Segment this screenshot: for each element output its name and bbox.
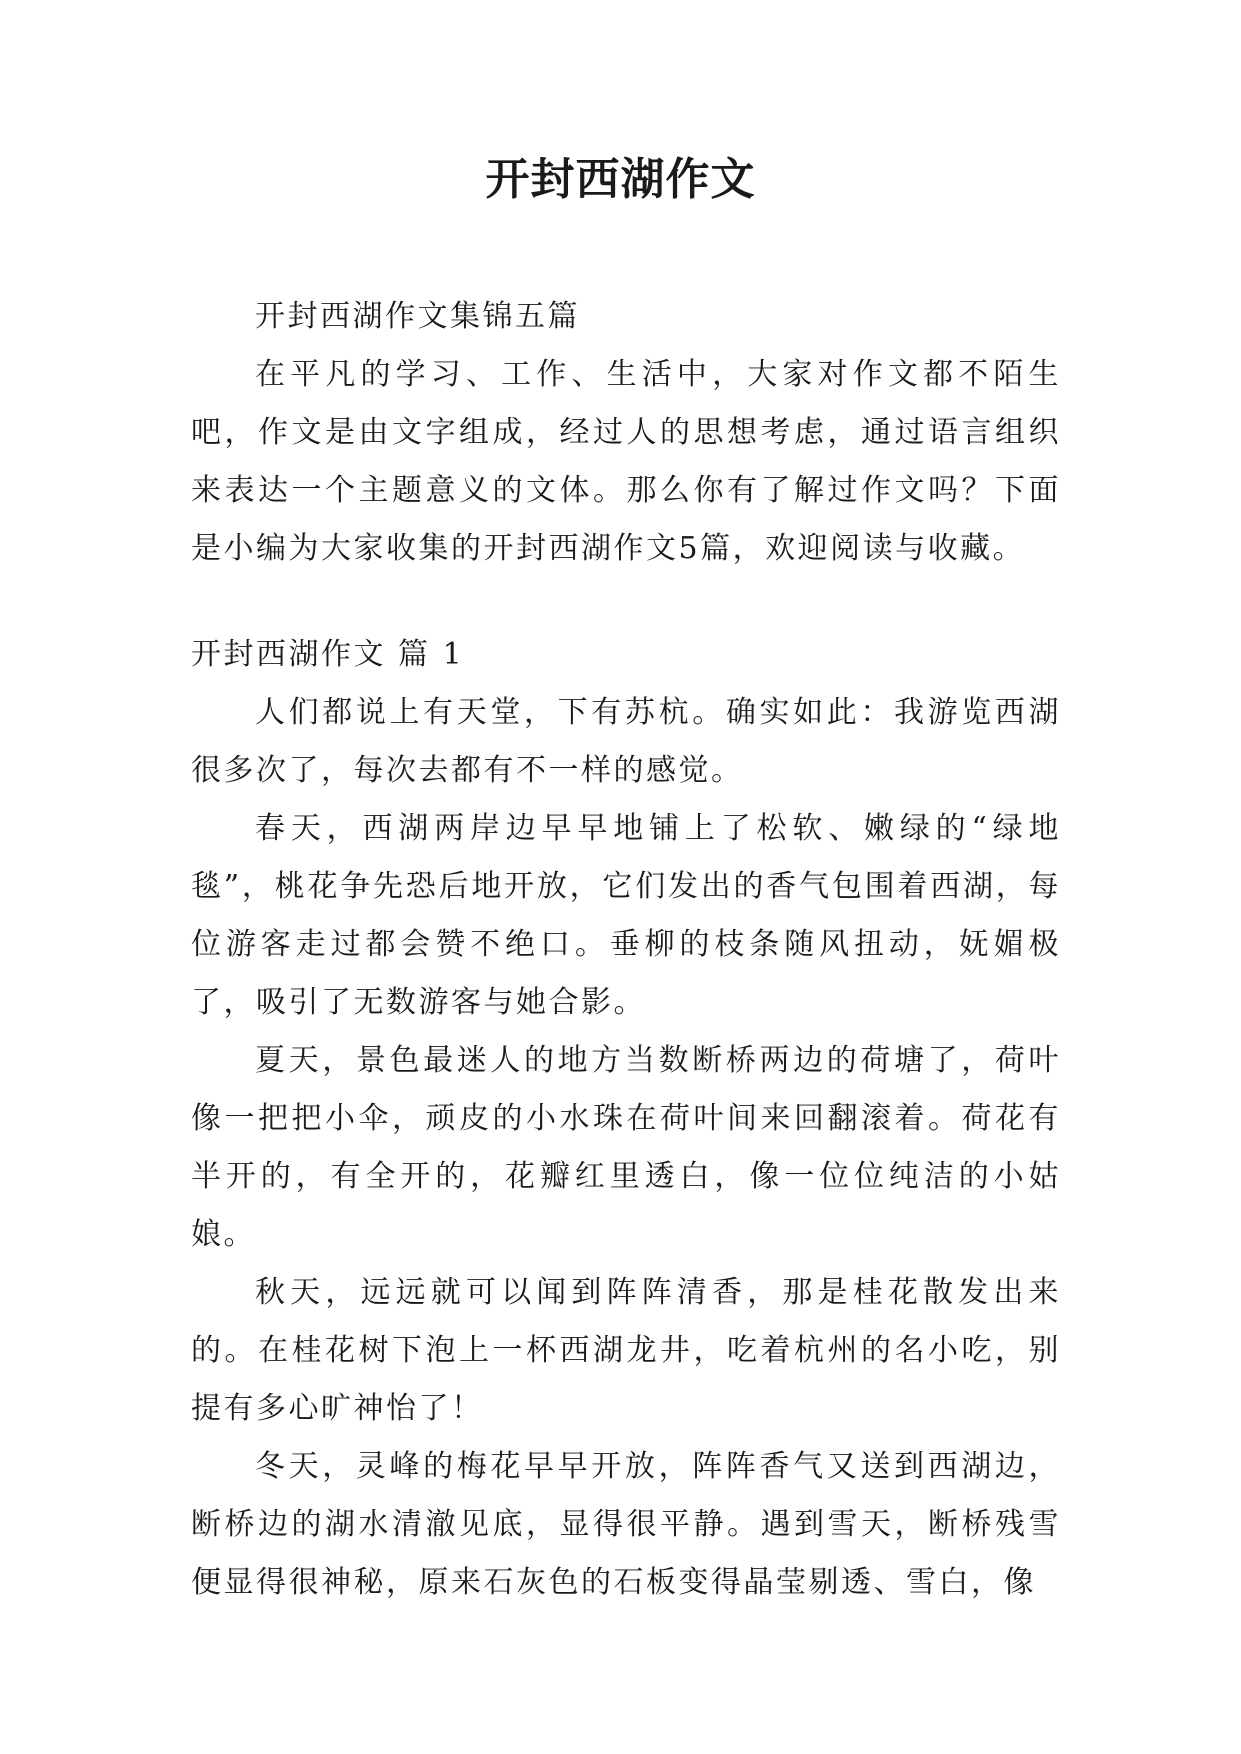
- body-paragraph-4: 秋天，远远就可以闻到阵阵清香，那是桂花散发出来的。在桂花树下泡上一杯西湖龙井，吃着杭州的名小吃，别提有多心旷神怡了！: [191, 1275, 1061, 1426]
- document-title: 开封西湖作文: [485, 154, 756, 205]
- body-paragraph-2: 春天，西湖两岸边早早地铺上了松软、嫩绿的“绿地毯”，桃花争先恐后地开放，它们发出的香气包围着西湖，每位游客走过都会赞不绝口。垂柳的枝条随风扭动，妩媚极了，吸引了无数游客与她合影。: [191, 811, 1061, 1020]
- body-paragraph-5: 冬天，灵峰的梅花早早开放，阵阵香气又送到西湖边，断桥边的湖水清澈见底，显得很平静。遇到雪天，断桥残雪便显得很神秘，原来石灰色的石板变得晶莹剔透、雪白，像: [191, 1449, 1061, 1600]
- intro-paragraph: 在平凡的学习、工作、生活中，大家对作文都不陌生吧，作文是由文字组成，经过人的思想考虑，通过语言组织来表达一个主题意义的文体。那么你有了解过作文吗？下面是小编为大家收集的开封西湖作文5篇，欢迎阅读与收藏。: [191, 357, 1061, 566]
- body-paragraph-3: 夏天，景色最迷人的地方当数断桥两边的荷塘了，荷叶像一把把小伞，顽皮的小水珠在荷叶间来回翻滚着。荷花有半开的，有全开的，花瓣红里透白，像一位位纯洁的小姑娘。: [191, 1043, 1061, 1252]
- subtitle-paragraph: 开封西湖作文集锦五篇: [255, 299, 580, 334]
- body-paragraph-1: 人们都说上有天堂，下有苏杭。确实如此：我游览西湖很多次了，每次去都有不一样的感觉。: [191, 695, 1061, 788]
- section-heading: 开封西湖作文 篇 1: [191, 637, 465, 672]
- document-body: [191, 288, 1061, 1612]
